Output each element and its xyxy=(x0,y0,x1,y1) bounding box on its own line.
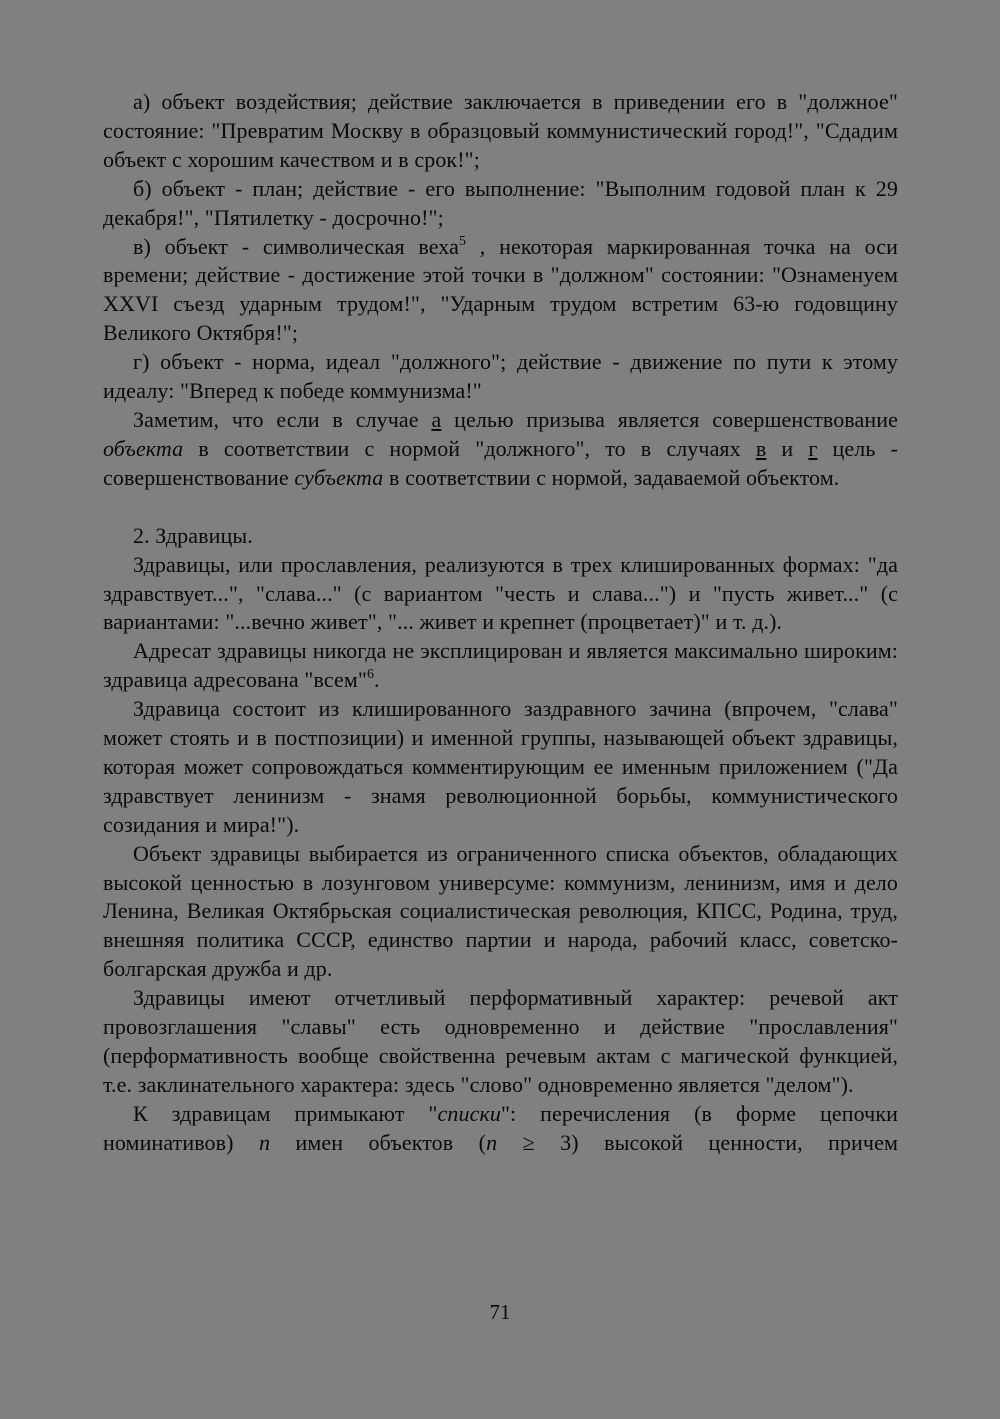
footnote-ref-5: 5 xyxy=(459,233,467,249)
page-text xyxy=(103,88,898,1158)
paragraph xyxy=(103,637,898,695)
text-run: Заметим, что если в случае xyxy=(133,406,432,432)
underlined-letter: а xyxy=(431,406,442,432)
text-run: ": перечисления (в форме цепочки номинативов) xyxy=(103,1100,898,1155)
text-run: цель - совершенствование xyxy=(103,435,899,490)
paragraph-a: а) объект воздействия; действие заключается в приведении его в "должное" состояние: "Превратим Москву в образцовый коммунистический город!", "Сдадим объект с хорошим качеством и в срок!"; xyxy=(103,89,898,172)
paragraph: Здравица состоит из клишированного заздравного зачина (впрочем, "слава" может стоять и в постпозиции) и именной группы, называющей объект здравицы, которая может сопровождаться комментирующим ее именным приложением ("Да здравствует ленинизм - знамя революционной борьбы, коммунистического созидания и мира!"). xyxy=(103,696,898,837)
italic-word: субъекта xyxy=(294,464,384,490)
text-run: Адресат здравицы никогда не эксплицирован и является максимально широким: здравица адресована "всем" xyxy=(103,638,898,693)
text-run: имен объектов ( xyxy=(270,1129,487,1155)
paragraph: Здравицы имеют отчетливый перформативный характер: речевой акт провозглашения "славы" есть одновременно и действие "прославления" (перформативность вообще свойственна речевым актам с магической функцией, т.е. заклинательного характера: здесь "слово" одновременно является "делом"). xyxy=(103,985,898,1097)
paragraph-b: б) объект - план; действие - его выполнение: "Выполним годовой план к 29 декабря!", "Пятилетку - досрочно!"; xyxy=(103,175,898,230)
paragraph xyxy=(103,1100,898,1158)
italic-variable: n xyxy=(486,1129,498,1155)
text-run: ≥ 3) высокой ценности, причем xyxy=(497,1129,898,1155)
italic-word: объекта xyxy=(103,435,184,461)
underlined-letter: г xyxy=(808,435,818,461)
text-run: , некоторая маркированная точка на оси времени; действие - достижение этой точки в "должном" состоянии: "Ознаменуем XXVI съезд ударным трудом!", "Ударным трудом встретим 63-ю годовщину Великого Октября!"; xyxy=(103,233,898,346)
text-run: в) объект - символическая веха xyxy=(133,233,459,259)
paragraph-g: г) объект - норма, идеал "должного"; действие - движение по пути к этому идеалу: "Вперед к победе коммунизма!" xyxy=(103,349,898,404)
paragraph: Объект здравицы выбирается из ограниченного списка объектов, обладающих высокой ценностью в лозунговом универсуме: коммунизм, ленинизм, имя и дело Ленина, Великая Октябрьская социалистическая революция, КПСС, Родина, труд, внешняя политика СССР, единство партии и народа, рабочий класс, советско-болгарская дружба и др. xyxy=(103,840,898,982)
page-number: 71 xyxy=(489,1300,511,1324)
italic-word: списки xyxy=(437,1100,501,1126)
paragraph-note xyxy=(103,406,898,493)
italic-variable: n xyxy=(258,1129,271,1155)
paragraph-v xyxy=(103,233,898,349)
text-run: в соответствии с нормой "должного", то в случаях xyxy=(183,435,756,461)
text-run: в соответствии с нормой, задаваемой объектом. xyxy=(383,464,840,490)
section-heading: 2. Здравицы. xyxy=(133,522,253,548)
text-run: К здравицам примыкают " xyxy=(133,1100,438,1126)
text-run: и xyxy=(766,435,809,461)
text-run: . xyxy=(374,667,380,693)
paragraph: Здравицы, или прославления, реализуются в трех клишированных формах: "да здравствует...", "слава..." (с вариантом "честь и слава...") и "пусть живет..." (с вариантами: "...вечно живет", "... живет и крепнет (процветает)" и т. д.). xyxy=(103,551,898,635)
underlined-letter: в xyxy=(755,435,767,461)
text-run: целью призыва является совершенствование xyxy=(441,406,898,432)
footnote-ref-6: 6 xyxy=(366,667,375,683)
